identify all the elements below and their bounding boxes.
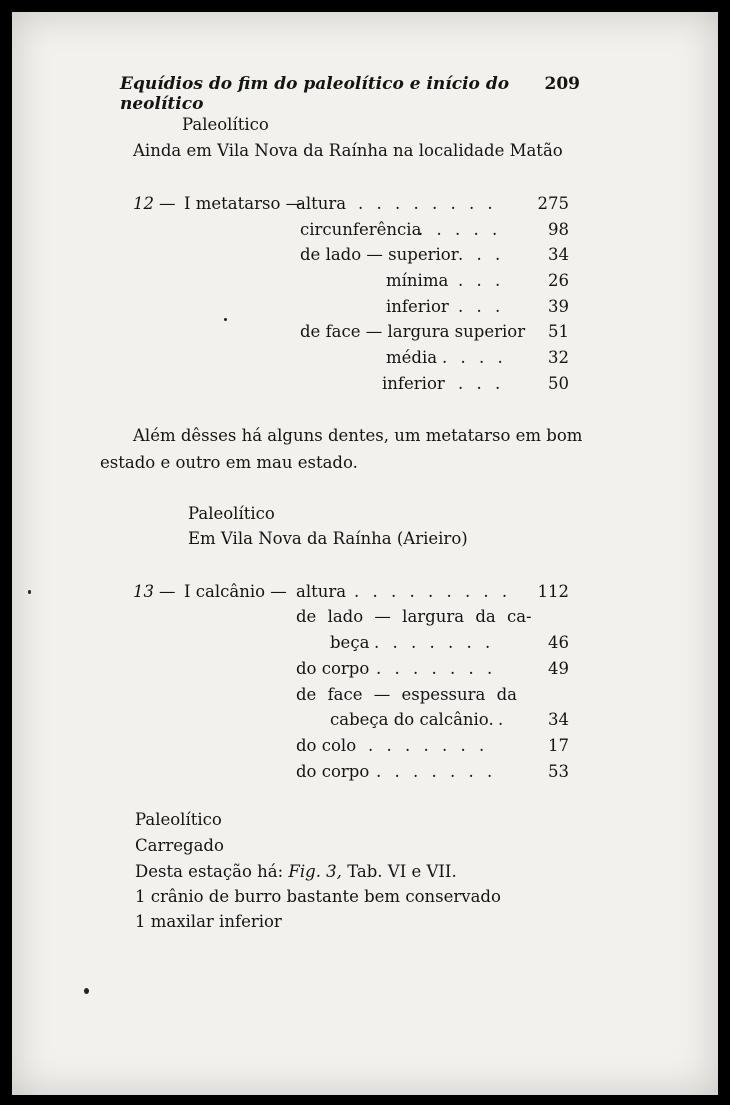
leader-dots: . . . . bbox=[442, 348, 507, 367]
table-reference: Tab. VI e VII. bbox=[347, 862, 457, 881]
station-line bbox=[135, 861, 457, 883]
paragraph-line: Além dêsses há alguns dentes, um metatarso em bom bbox=[133, 426, 583, 445]
measure-value: 53 bbox=[548, 762, 569, 781]
running-header bbox=[120, 74, 580, 114]
measure-value: 98 bbox=[548, 220, 569, 239]
measure-value: 32 bbox=[548, 348, 569, 367]
measure-label: de face — largura superior bbox=[300, 322, 526, 341]
skull-line: 1 crânio de burro bastante bem conservado bbox=[135, 887, 501, 906]
section3-place: Carregado bbox=[135, 836, 224, 855]
measure-label: altura bbox=[296, 582, 347, 601]
section1-item-dash: — bbox=[159, 194, 176, 213]
section2-item-number: 13 bbox=[133, 582, 154, 601]
leader-dots: . . . . . . . bbox=[368, 736, 489, 755]
figure-reference: Fig. 3, bbox=[288, 862, 342, 881]
measure-value: 50 bbox=[548, 374, 569, 393]
measure-label: de lado — largura da ca- bbox=[296, 607, 532, 626]
measure-label: do colo bbox=[296, 736, 357, 755]
measure-label: do corpo bbox=[296, 762, 370, 781]
leader-dots: . . . bbox=[458, 374, 505, 393]
measure-label: do corpo bbox=[296, 659, 370, 678]
ink-speck bbox=[28, 590, 31, 594]
leader-dots: . . . bbox=[458, 271, 505, 290]
leader-dots: . . . . . . . . bbox=[358, 194, 497, 213]
measure-value: 34 bbox=[548, 710, 569, 729]
section1-heading: Paleolítico bbox=[182, 115, 269, 134]
leader-dots: . . . . . . . . . bbox=[354, 582, 512, 601]
measure-label: beça bbox=[330, 633, 370, 652]
leader-dots: . . . bbox=[458, 245, 505, 264]
section2-item-prefix: I calcânio — bbox=[184, 582, 287, 601]
section1-subheading: Ainda em Vila Nova da Raínha na localidade Matão bbox=[133, 141, 563, 160]
running-title: Equídios do fim do paleolítico e início do neolítico bbox=[120, 74, 510, 114]
measure-value: 46 bbox=[548, 633, 569, 652]
section2-item-dash: — bbox=[159, 582, 176, 601]
measure-value: 51 bbox=[548, 322, 569, 341]
leader-dots: . . . . . . . bbox=[374, 633, 495, 652]
leader-dots: . bbox=[498, 710, 508, 729]
measure-label: altura bbox=[296, 194, 347, 213]
page-number: 209 bbox=[544, 74, 580, 94]
ink-speck bbox=[224, 318, 227, 321]
measure-label: mínima bbox=[386, 271, 449, 290]
paragraph-line: estado e outro em mau estado. bbox=[100, 453, 358, 472]
measure-label: inferior bbox=[386, 297, 449, 316]
measure-label: circunferência bbox=[300, 220, 422, 239]
section1-item-prefix: I metatarso — bbox=[184, 194, 303, 213]
section2-heading: Paleolítico bbox=[188, 504, 275, 523]
measure-label: inferior bbox=[382, 374, 445, 393]
section1-item-number: 12 bbox=[133, 194, 154, 213]
station-prefix: Desta estação há: bbox=[135, 862, 284, 881]
measure-value: 34 bbox=[548, 245, 569, 264]
measure-value: 17 bbox=[548, 736, 569, 755]
measure-value: 26 bbox=[548, 271, 569, 290]
measure-value: 275 bbox=[537, 194, 569, 213]
measure-label: de face — espessura da bbox=[296, 685, 518, 704]
measure-value: 112 bbox=[537, 582, 569, 601]
measure-label: de lado — superior bbox=[300, 245, 459, 264]
section2-subheading: Em Vila Nova da Raínha (Arieiro) bbox=[188, 529, 468, 548]
measure-value: 49 bbox=[548, 659, 569, 678]
book-page bbox=[12, 12, 718, 1095]
leader-dots: . . . . . . . bbox=[376, 762, 497, 781]
measure-value: 39 bbox=[548, 297, 569, 316]
leader-dots: . . . . . . . bbox=[376, 659, 497, 678]
measure-label: média bbox=[386, 348, 438, 367]
section3-heading: Paleolítico bbox=[135, 810, 222, 829]
leader-dots: . . . bbox=[458, 297, 505, 316]
jaw-line: 1 maxilar inferior bbox=[135, 912, 282, 931]
leader-dots: . . . . . bbox=[418, 220, 502, 239]
measure-label: cabeça do calcânio. bbox=[330, 710, 494, 729]
ink-speck bbox=[84, 988, 89, 994]
